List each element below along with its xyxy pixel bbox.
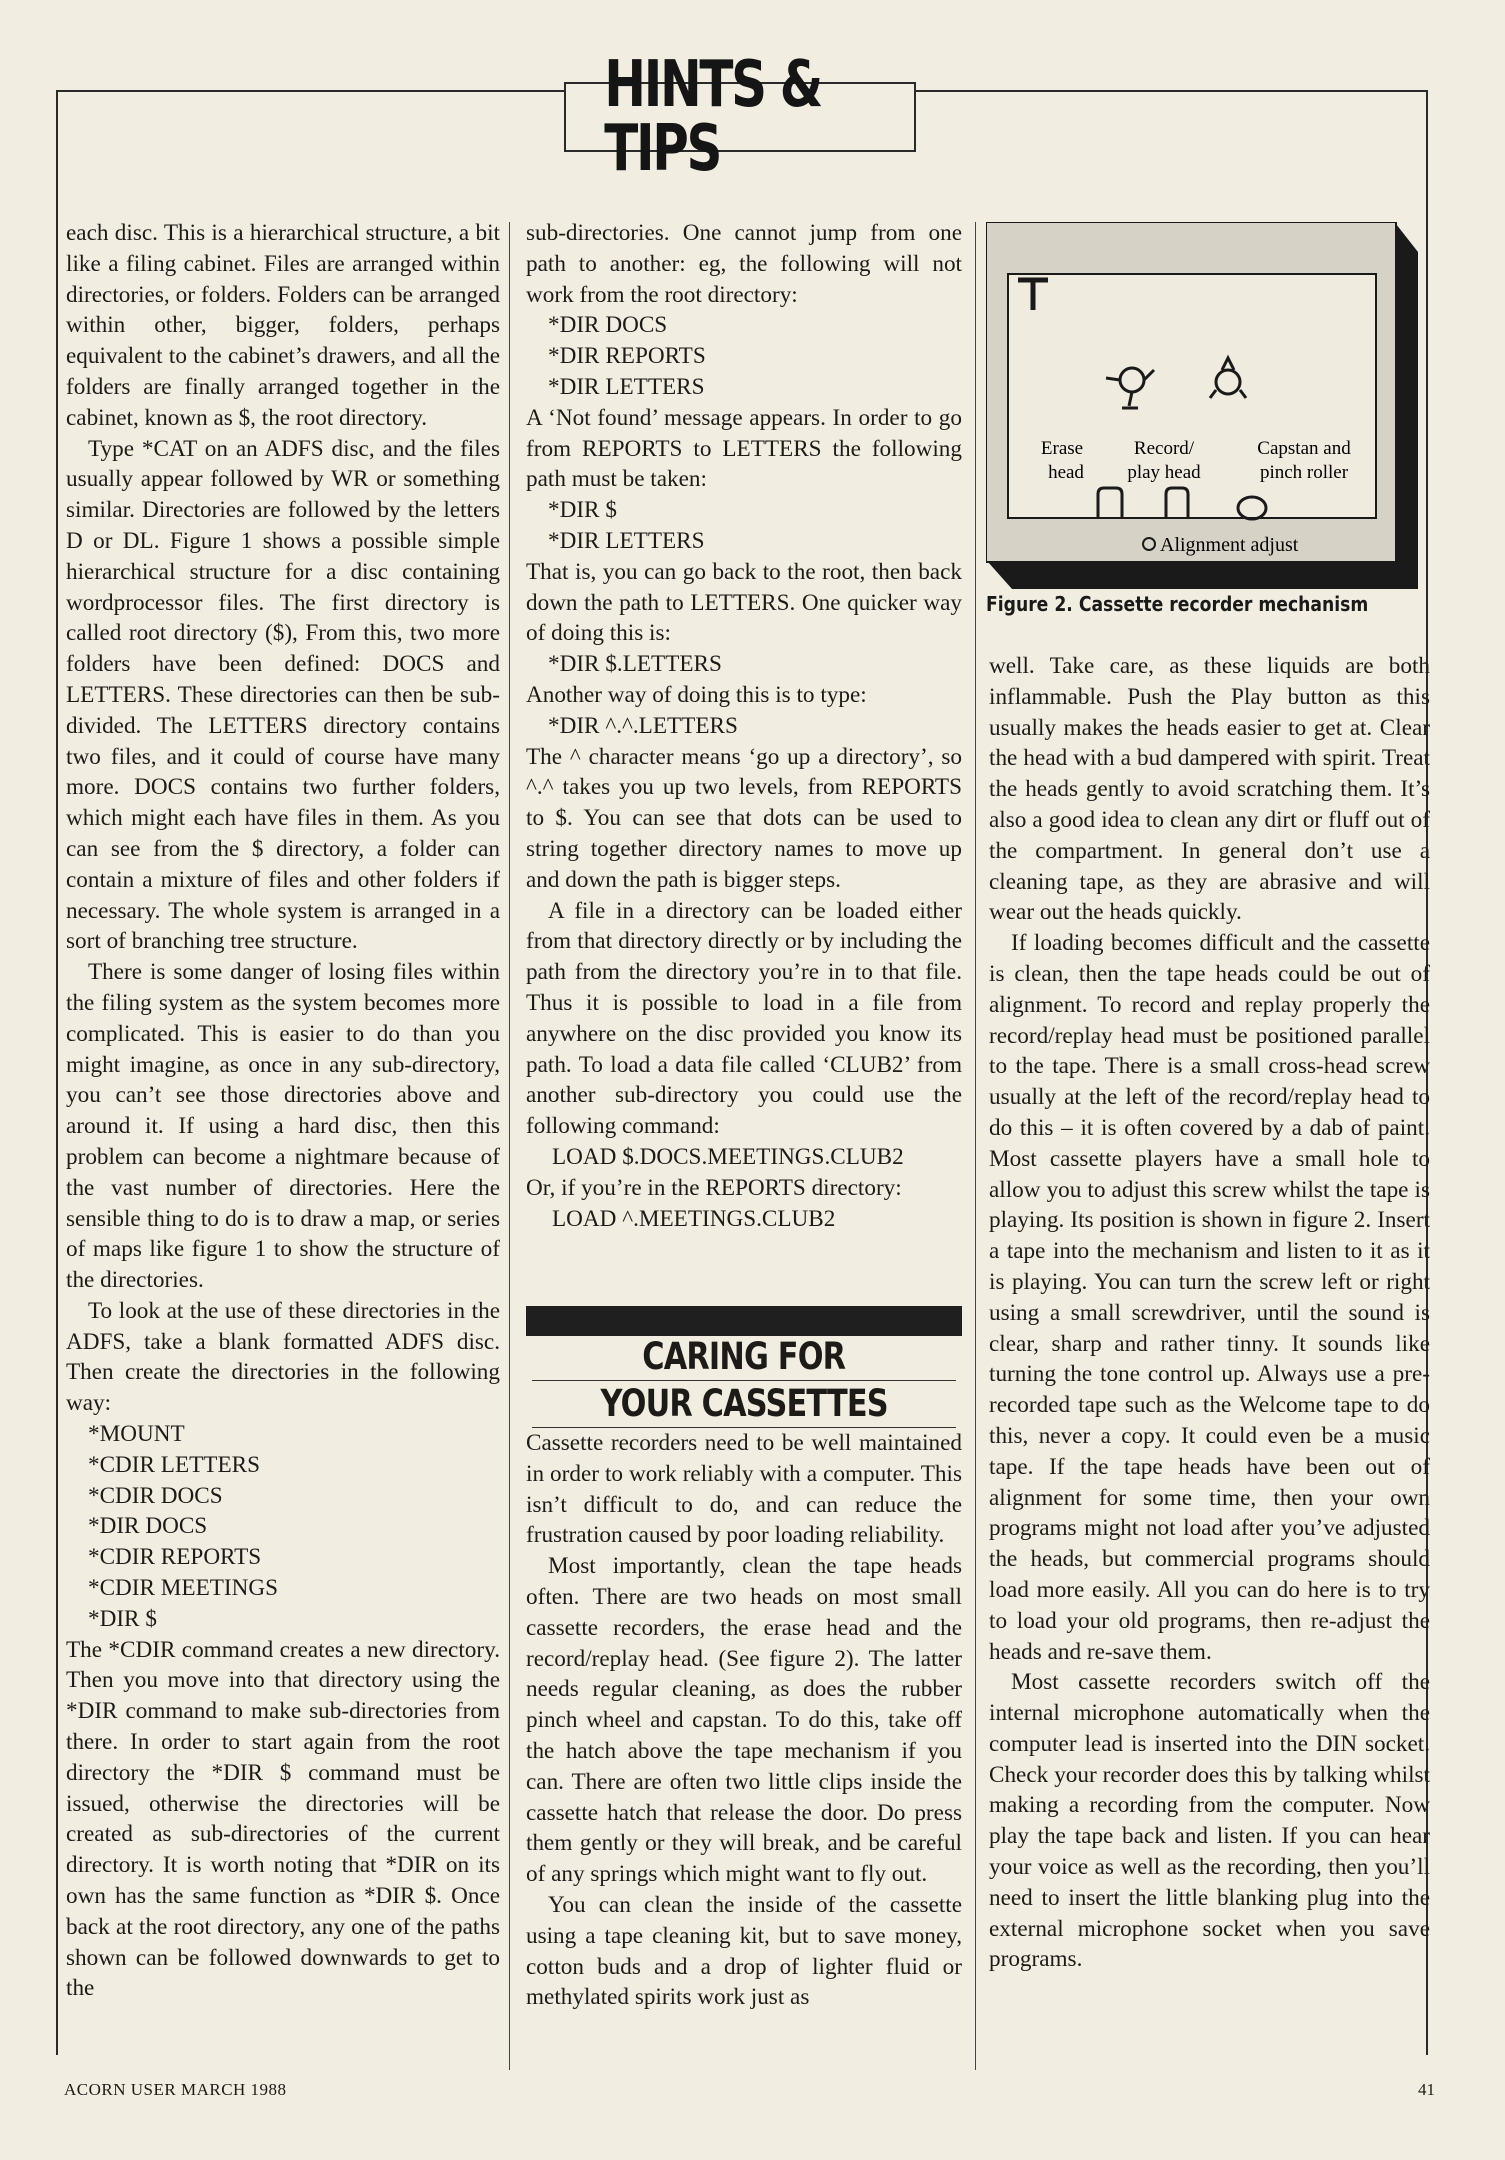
paragraph: That is, you can go back to the root, then back down the path to LETTERS. One quicker way of doing this is: <box>526 558 962 647</box>
paragraph: Most importantly, clean the tape heads often. There are two heads on most small cassette recorders, the erase head and the record/replay head. (See figure 2). The latter needs regular cleaning, as does the rubber pinch wheel and capstan. To do this, take off the hatch above the tape mechanism if you can. There are often two little clips inside the cassette hatch that release the door. Do press them gently or they will break, and be careful of any springs which might want to fly out. <box>526 1553 962 1888</box>
paragraph: A file in a directory can be loaded either from that directory directly or by including the path from the directory you’re in to that file. Thus it is possible to load in a file from anywhere on the disc provided you know its path. To load a data file called ‘CLUB2’ from another sub-directory you could use the following command: <box>526 897 962 1140</box>
paragraph: Type *CAT on an ADFS disc, and the files usually appear followed by WR or something similar. Directories are followed by the letters D or DL. Figure 1 shows a possible simple hierarchical structure for a disc containing wordprocessor files. The first directory is called root directory ($), From this, two more folders have been defined: DOCS and LETTERS. These directories can then be sub-divided. The LETTERS directory contains two files, and it could of course have many more. DOCS contains two further folders, which might each have files in them. As you can see from the $ directory, a folder can contain a mixture of files and other folders if necessary. The whole system is arranged in a sort of branching tree structure. <box>66 435 500 955</box>
section-rule <box>532 1380 956 1381</box>
code-line: LOAD $.DOCS.MEETINGS.CLUB2 <box>552 1143 904 1170</box>
paragraph: If loading becomes difficult and the cassette is clean, then the tape heads could be out of alignment. To record and replay properly the record/replay head must be positioned parallel to the tape. There is a small cross-head screw usually at the left of the record/replay head to do this – it is often covered by a dab of paint. Most cassette players have a small hole to allow you to adjust this screw whilst the tape is playing. Its position is shown in figure 2. Insert a tape into the mechanism and listen to it as it is playing. You can turn the screw left or right using a small screwdriver, until the sound is clear, sharp and rather tinny. It sounds like turning the tone control up. Always use a pre-recorded tape such as the Welcome tape to do this, never a copy. It could even be a music tape. If the tape heads have been out of alignment for some time, then your own programs might not load after you’ve adjusted the heads, but commercial programs should load more easily. All you can do here is to try to load your old programs, then re-adjust the heads and re-save them. <box>989 930 1430 1665</box>
paragraph: well. Take care, as these liquids are both inflammable. Push the Play button as this usually makes the heads easier to get at. Clear the head with a bud dampered with spirit. Treat the heads gently to avoid scratching them. It’s also a good idea to clean any dirt or fluff out of the compartment. In general don’t use a cleaning tape, as they are abrasive and will wear out the heads quickly. <box>989 653 1430 926</box>
paragraph: You can clean the inside of the cassette using a tape cleaning kit, but to save money, cotton buds and a drop of lighter fluid or methylated spirits work just as <box>526 1891 962 2011</box>
column-3 <box>989 651 1430 1975</box>
paragraph: sub-directories. One cannot jump from one path to another: eg, the following will not work from the root directory: <box>526 220 962 308</box>
record-label: play head <box>1127 462 1201 483</box>
code-line: *MOUNT <box>88 1421 185 1448</box>
page-number: 41 <box>1418 2080 1435 2099</box>
paragraph: Or, if you’re in the REPORTS directory: <box>526 1174 902 1201</box>
paragraph: To look at the use of these directories in the ADFS, take a blank formatted ADFS disc. Then create the directories in the following way: <box>66 1297 500 1417</box>
code-line: *DIR $ <box>88 1605 157 1632</box>
paragraph: Most cassette recorders switch off the internal microphone automatically when the computer lead is inserted into the DIN socket. Check your recorder does this by talking whilst making a recording from the computer. Now play the tape back and listen. If you can hear your voice as well as the recording, then you’ll need to insert the little blanking plug into the external microphone socket when you save programs. <box>989 1669 1430 1973</box>
paragraph: A ‘Not found’ message appears. In order to go from REPORTS to LETTERS the following path must be taken: <box>526 404 962 493</box>
capstan-label: Capstan and <box>1257 438 1351 459</box>
code-line: *CDIR DOCS <box>88 1482 223 1509</box>
section-title: YOUR CASSETTES <box>600 1382 888 1425</box>
frame-left-rule <box>56 90 58 2055</box>
code-line: LOAD ^.MEETINGS.CLUB2 <box>552 1205 836 1232</box>
code-line: *CDIR LETTERS <box>88 1451 260 1478</box>
code-line: *DIR $.LETTERS <box>548 651 722 678</box>
column-divider <box>509 222 510 2070</box>
erase-label: Erase <box>1040 438 1084 459</box>
section-bar <box>526 1306 962 1336</box>
figure-caption: Figure 2. Cassette recorder mechanism <box>986 592 1369 616</box>
column-2 <box>526 218 962 1234</box>
column-1 <box>66 218 500 2004</box>
alignment-label: Alignment adjust <box>1160 534 1299 556</box>
paragraph: The *CDIR command creates a new directory. Then you move into that directory using the *DIR command to make sub-directories from there. In order to start again from the root directory the *DIR $ command must be issued, otherwise the directories will be created as sub-directories of the current directory. It is worth noting that *DIR on its own has the same function as *DIR $. Once back at the root directory, any one of the paths shown can be followed downwards to get to the <box>66 1636 500 2002</box>
code-line: *DIR REPORTS <box>548 343 706 370</box>
paragraph: Cassette recorders need to be well maintained in order to work reliably with a computer. This isn’t difficult to do, and can reduce the frustration caused by poor loading reliability. <box>526 1430 962 1549</box>
cassette-mechanism-figure <box>986 222 1422 589</box>
record-label: Record/ <box>1133 438 1195 459</box>
section-heading <box>526 1306 962 1430</box>
code-line: *DIR DOCS <box>548 312 668 339</box>
code-line: *CDIR REPORTS <box>88 1544 262 1571</box>
page-title: HINTS & TIPS <box>604 48 821 186</box>
column-2-section <box>526 1428 962 2013</box>
code-line: *DIR ^.^.LETTERS <box>548 712 738 739</box>
code-line: *DIR DOCS <box>88 1513 208 1540</box>
paragraph: There is some danger of losing files within the filing system as the system becomes more complicated. This is easier to do than you might imagine, as once in any sub-directory, you can’t see those directories above and around it. If using a hard disc, then this problem can become a nightmare because of the vast number of directories. Here the sensible thing to do is to draw a map, or series of maps like figure 1 to show the structure of the directories. <box>66 959 500 1294</box>
erase-label: head <box>1048 462 1084 483</box>
code-line: *DIR LETTERS <box>548 373 705 400</box>
section-title: CARING FOR <box>642 1335 846 1378</box>
paragraph: each disc. This is a hierarchical structure, a bit like a filing cabinet. Files are arranged within directories, or folders. Folders can be arranged within other, bigger, folders, perhaps equivalent to the cabinet’s drawers, and all the folders are finally arranged together in the cabinet, known as $, the root directory. <box>66 220 500 431</box>
capstan-label: pinch roller <box>1259 462 1349 483</box>
section-header <box>564 48 916 186</box>
paragraph: Another way of doing this is to type: <box>526 681 867 708</box>
code-line: *DIR LETTERS <box>548 527 705 554</box>
code-line: *DIR $ <box>548 497 617 524</box>
code-line: *CDIR MEETINGS <box>88 1575 279 1602</box>
paragraph: The ^ character means ‘go up a directory’, so ^.^ takes you up two levels, from REPORTS to $. You can see that dots can be used to string together directory names to move up and down the path is bigger steps. <box>526 743 962 893</box>
footer-publication: ACORN USER MARCH 1988 <box>64 2080 287 2099</box>
column-divider <box>975 222 976 2070</box>
